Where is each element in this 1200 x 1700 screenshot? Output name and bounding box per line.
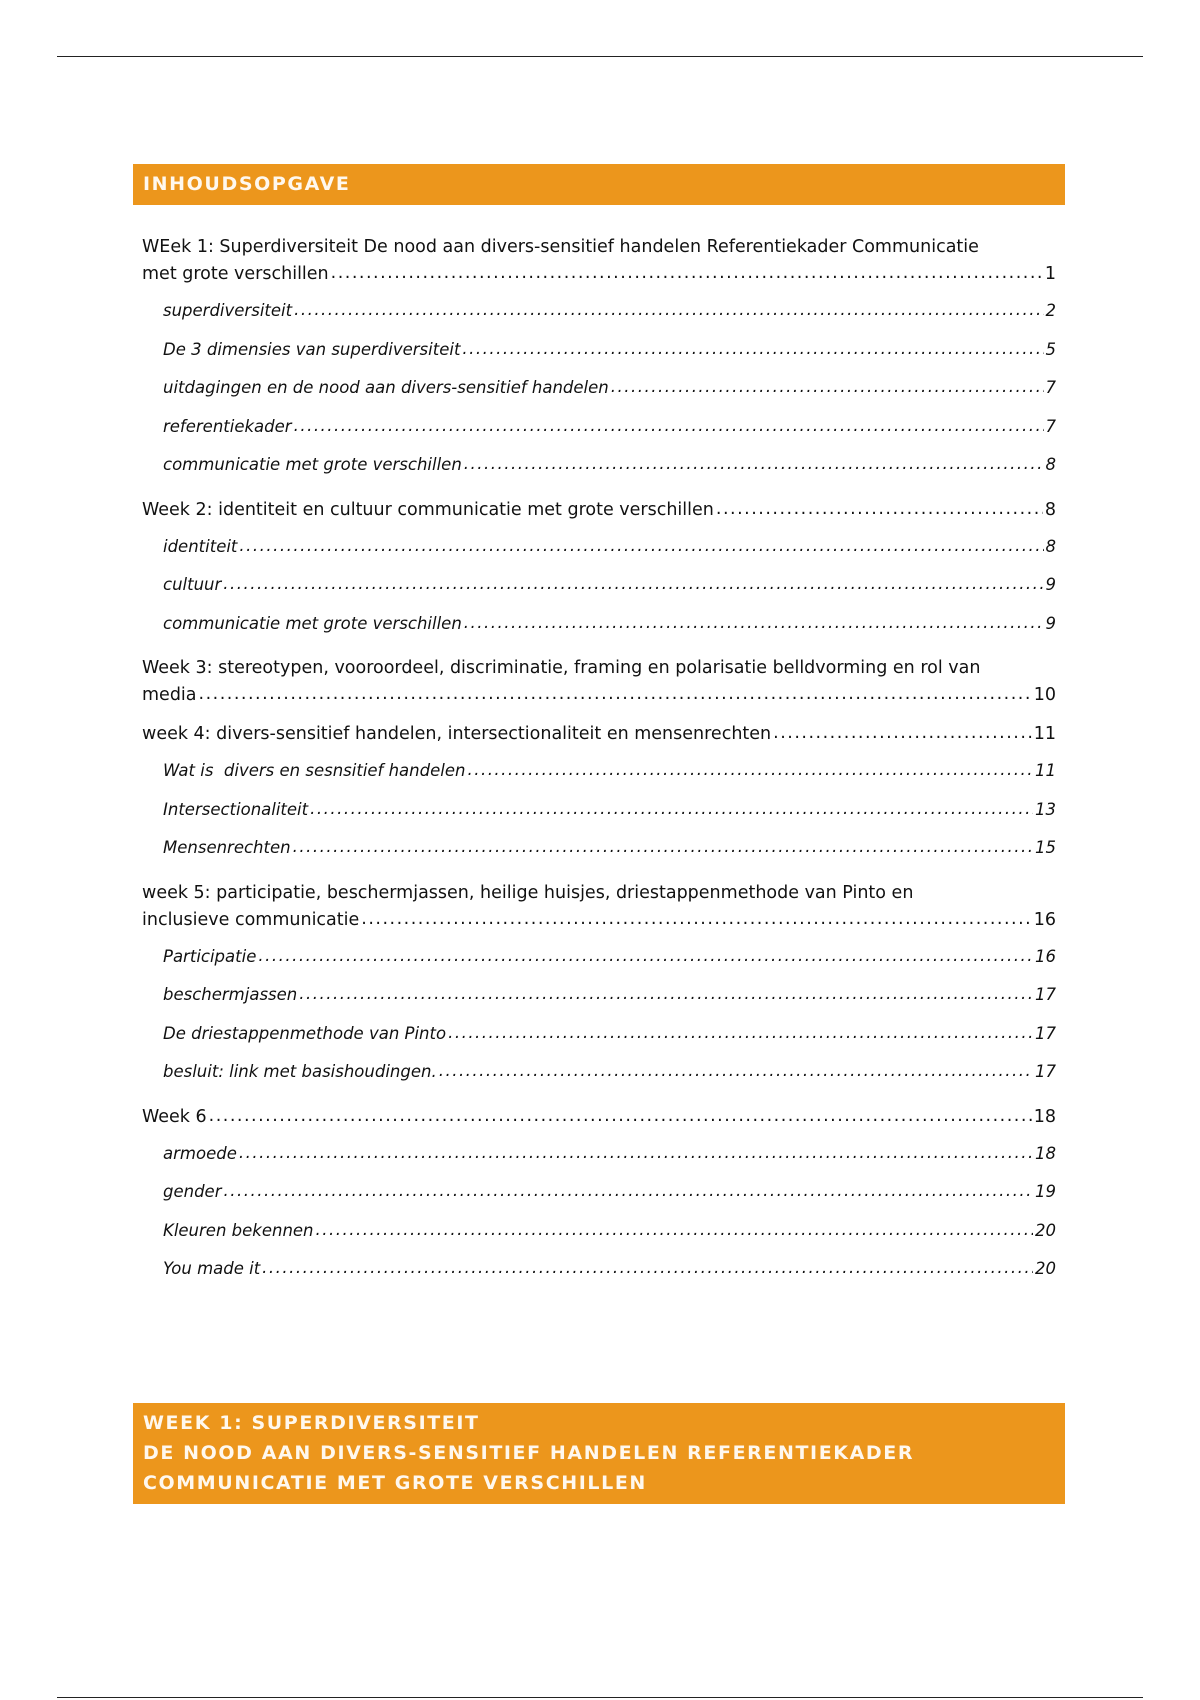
toc-item[interactable] — [142, 331, 1056, 370]
toc-item[interactable] — [142, 829, 1056, 868]
dot-leader — [299, 975, 1033, 1014]
toc-item[interactable] — [142, 791, 1056, 830]
toc-page-number: 7 — [1045, 378, 1056, 397]
toc-item[interactable] — [142, 1212, 1056, 1251]
toc-page-number: 2 — [1045, 301, 1056, 320]
toc-page-number: 8 — [1045, 455, 1056, 474]
toc-page-number: 18 — [1035, 1143, 1056, 1163]
toc-section-title-line: WEek 1: Superdiversiteit De nood aan divers-sensitief handelen Referentiekader Communicatie — [142, 237, 979, 257]
toc-section-title: media — [142, 685, 197, 705]
toc-page-number: 9 — [1045, 575, 1056, 594]
dot-leader — [331, 260, 1043, 287]
toc-item-label: Wat is divers en sesnsitief handelen — [163, 761, 466, 780]
section-heading-week-1 — [133, 1403, 1065, 1504]
toc-item-label: Kleuren bekennen — [163, 1220, 314, 1240]
toc-item-label: beschermjassen — [163, 985, 298, 1004]
toc-section-week-5[interactable] — [142, 880, 1056, 934]
toc-item[interactable] — [142, 1135, 1056, 1174]
dot-leader — [467, 751, 1033, 790]
dot-leader — [258, 937, 1033, 976]
toc-item[interactable] — [142, 1053, 1056, 1092]
toc-page-number: 7 — [1045, 416, 1056, 436]
toc-page-number: 8 — [1045, 536, 1056, 556]
toc-page-number: 17 — [1035, 985, 1056, 1004]
toc-item[interactable] — [142, 752, 1056, 791]
toc-item-label: De driestappenmethode van Pinto — [163, 1023, 447, 1043]
dot-leader — [239, 527, 1043, 566]
toc-page-number: 17 — [1035, 1062, 1056, 1081]
toc-page-number: 16 — [1033, 909, 1056, 930]
toc-page-number: 8 — [1044, 499, 1056, 520]
toc-item-label: communicatie met grote verschillen — [163, 613, 462, 633]
toc-page-number: 11 — [1033, 724, 1056, 744]
bottom-rule — [57, 1697, 1143, 1698]
toc-page-number: 16 — [1035, 946, 1056, 966]
toc-item[interactable] — [142, 446, 1056, 485]
toc-section-week-1[interactable] — [142, 234, 1056, 288]
dot-leader — [316, 1211, 1033, 1250]
toc-item[interactable] — [142, 976, 1056, 1015]
dot-leader — [223, 565, 1043, 604]
toc-item[interactable] — [142, 292, 1056, 331]
toc-item-label: Participatie — [163, 946, 257, 966]
toc-page-number: 20 — [1035, 1220, 1056, 1240]
toc-item-label: identiteit — [163, 536, 238, 556]
toc-item-label: Intersectionaliteit — [163, 799, 309, 819]
toc-page-number: 15 — [1035, 838, 1056, 857]
toc-item-label: Mensenrechten — [163, 838, 291, 857]
dot-leader — [239, 1134, 1033, 1173]
toc-section-title: met grote verschillen — [142, 264, 329, 284]
top-rule — [57, 56, 1143, 57]
toc-item[interactable] — [142, 369, 1056, 408]
dot-leader — [464, 445, 1044, 484]
toc-section-week-3[interactable] — [142, 655, 1056, 709]
toc-page-number: 13 — [1035, 799, 1056, 819]
dot-leader — [209, 1103, 1032, 1130]
toc-item[interactable] — [142, 605, 1056, 644]
toc-item[interactable] — [142, 528, 1056, 567]
toc-item-label: uitdagingen en de nood aan divers-sensitief handelen — [163, 378, 609, 397]
toc-page-number: 1 — [1044, 264, 1056, 284]
dot-leader — [294, 407, 1044, 446]
toc-item[interactable] — [142, 566, 1056, 605]
toc-item-label: cultuur — [163, 575, 222, 594]
dot-leader — [361, 906, 1031, 933]
toc-page-number: 17 — [1035, 1023, 1056, 1043]
toc-section-title-line: week 5: participatie, beschermjassen, heilige huisjes, driestappenmethode van Pinto en — [142, 882, 914, 903]
toc-section-title: Week 2: identiteit en cultuur communicatie met grote verschillen — [142, 499, 714, 520]
toc-item-label: superdiversiteit — [163, 301, 293, 320]
toc-page-number: 18 — [1033, 1106, 1056, 1127]
toc-heading: INHOUDSOPGAVE — [133, 164, 1065, 205]
toc-item-label: besluit: link met basishoudingen. — [163, 1062, 437, 1081]
toc-item[interactable] — [142, 1250, 1056, 1289]
dot-leader — [464, 604, 1044, 643]
dot-leader — [310, 790, 1033, 829]
toc-section-title: inclusieve communicatie — [142, 909, 360, 930]
dot-leader — [293, 828, 1033, 867]
toc-item[interactable] — [142, 408, 1056, 447]
dot-leader — [439, 1052, 1033, 1091]
toc-page-number: 19 — [1035, 1182, 1056, 1201]
toc-item[interactable] — [142, 1173, 1056, 1212]
toc-page-number: 9 — [1045, 613, 1056, 633]
dot-leader — [224, 1172, 1034, 1211]
table-of-contents — [142, 222, 1056, 1289]
toc-item[interactable] — [142, 1015, 1056, 1054]
toc-section-week-4[interactable] — [142, 721, 1056, 748]
toc-item[interactable] — [142, 938, 1056, 977]
toc-item-label: You made it — [163, 1259, 261, 1278]
dot-leader — [199, 681, 1032, 708]
dot-leader — [611, 368, 1044, 407]
section-heading-line: WEEK 1: SUPERDIVERSITEIT — [143, 1412, 480, 1434]
toc-section-title-line: Week 3: stereotypen, vooroordeel, discriminatie, framing en polarisatie belldvorming en rol van — [142, 658, 981, 678]
toc-item-label: armoede — [163, 1143, 237, 1163]
toc-page-number: 20 — [1035, 1259, 1056, 1278]
toc-item-label: gender — [163, 1182, 222, 1201]
dot-leader — [716, 496, 1043, 523]
toc-page-number: 5 — [1045, 339, 1056, 359]
toc-section-week-2[interactable] — [142, 497, 1056, 524]
dot-leader — [262, 1249, 1033, 1288]
dot-leader — [773, 720, 1032, 747]
toc-page-number: 10 — [1033, 685, 1056, 705]
toc-section-week-6[interactable] — [142, 1104, 1056, 1131]
toc-section-title: week 4: divers-sensitief handelen, intersectionaliteit en mensenrechten — [142, 724, 772, 744]
dot-leader — [294, 291, 1043, 330]
toc-item-label: referentiekader — [163, 416, 292, 436]
toc-item-label: communicatie met grote verschillen — [163, 455, 462, 474]
section-heading-line: DE NOOD AAN DIVERS-SENSITIEF HANDELEN REFERENTIEKADER — [143, 1442, 915, 1464]
section-heading-line: COMMUNICATIE MET GROTE VERSCHILLEN — [143, 1472, 647, 1494]
toc-item-label: De 3 dimensies van superdiversiteit — [163, 339, 461, 359]
dot-leader — [462, 330, 1043, 369]
dot-leader — [448, 1014, 1033, 1053]
toc-page-number: 11 — [1035, 761, 1056, 780]
toc-section-title: Week 6 — [142, 1106, 207, 1127]
